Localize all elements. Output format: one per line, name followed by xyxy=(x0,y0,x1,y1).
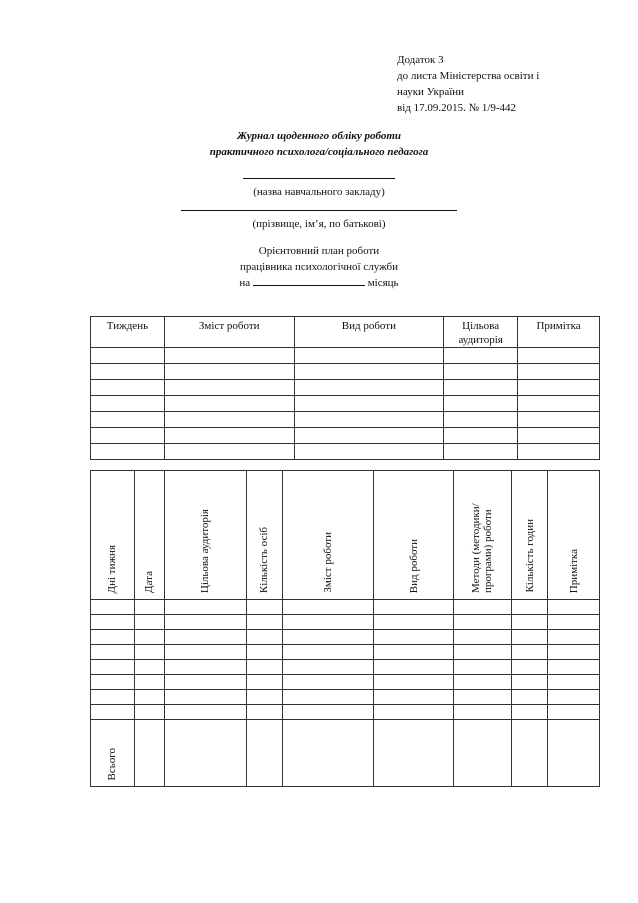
table-cell[interactable] xyxy=(164,705,246,720)
table-cell[interactable] xyxy=(512,690,548,705)
annex-line: Додаток 3 xyxy=(397,54,444,66)
table-cell[interactable] xyxy=(246,645,282,660)
table-row xyxy=(91,675,600,690)
header-work-type: Вид роботи xyxy=(294,317,444,348)
table-cell[interactable] xyxy=(134,720,164,787)
total-label-cell xyxy=(91,720,135,787)
plan-month-line xyxy=(0,275,638,291)
table-cell[interactable] xyxy=(454,630,512,645)
table-cell[interactable] xyxy=(164,412,294,428)
table-cell[interactable] xyxy=(282,645,374,660)
table-cell[interactable] xyxy=(164,428,294,444)
table-cell[interactable] xyxy=(374,675,454,690)
header-date: Дата xyxy=(134,471,164,600)
header-hours: Кількість годин xyxy=(512,471,548,600)
table-row xyxy=(91,412,600,428)
table-cell[interactable] xyxy=(512,720,548,787)
table-cell[interactable] xyxy=(91,690,135,705)
table-cell[interactable] xyxy=(282,720,374,787)
table-cell[interactable] xyxy=(164,615,246,630)
table-row xyxy=(91,645,600,660)
header-content: Зміст роботи xyxy=(282,471,374,600)
table-cell[interactable] xyxy=(512,630,548,645)
table-cell[interactable] xyxy=(91,412,165,428)
header-note: Примітка xyxy=(548,471,600,600)
table-row xyxy=(91,428,600,444)
table-cell[interactable] xyxy=(444,412,518,428)
table-cell[interactable] xyxy=(548,630,600,645)
table-row xyxy=(91,660,600,675)
table-cell[interactable] xyxy=(134,660,164,675)
table-cell[interactable] xyxy=(91,615,135,630)
table-cell[interactable] xyxy=(246,630,282,645)
table-cell[interactable] xyxy=(91,630,135,645)
plan-heading xyxy=(0,243,638,291)
table-cell[interactable] xyxy=(374,720,454,787)
header-audience: Цільова аудиторія xyxy=(444,317,518,348)
table-cell[interactable] xyxy=(512,645,548,660)
table-row xyxy=(91,705,600,720)
month-underline xyxy=(253,275,365,286)
name-underline xyxy=(181,200,457,211)
annex-block xyxy=(397,52,539,116)
table-cell[interactable] xyxy=(91,675,135,690)
institution-caption: (назва навчального закладу) xyxy=(253,186,385,198)
header-audience: Цільова аудиторія xyxy=(164,471,246,600)
table-cell[interactable] xyxy=(134,600,164,615)
table-cell[interactable] xyxy=(246,660,282,675)
month-suffix: місяць xyxy=(367,277,399,289)
table-cell[interactable] xyxy=(282,600,374,615)
annex-line: науки України xyxy=(397,86,465,98)
table-cell[interactable] xyxy=(282,615,374,630)
table-cell[interactable] xyxy=(164,630,246,645)
table-cell[interactable] xyxy=(91,428,165,444)
table-cell[interactable] xyxy=(246,615,282,630)
month-prefix: на xyxy=(239,277,251,289)
table-row xyxy=(91,444,600,460)
table-cell[interactable] xyxy=(548,615,600,630)
plan-line: Орієнтовний план роботи xyxy=(258,245,380,257)
table-cell[interactable] xyxy=(294,380,444,396)
table-cell[interactable] xyxy=(164,720,246,787)
table-cell[interactable] xyxy=(444,364,518,380)
table-header-row xyxy=(91,471,600,600)
header-content: Зміст роботи xyxy=(164,317,294,348)
table-cell[interactable] xyxy=(374,690,454,705)
table-cell[interactable] xyxy=(444,396,518,412)
table-cell[interactable] xyxy=(444,428,518,444)
table-cell[interactable] xyxy=(282,675,374,690)
table-cell[interactable] xyxy=(512,615,548,630)
table-cell[interactable] xyxy=(518,364,600,380)
table-cell[interactable] xyxy=(548,600,600,615)
table-row xyxy=(91,348,600,364)
table-cell[interactable] xyxy=(164,444,294,460)
table-cell[interactable] xyxy=(164,690,246,705)
table-cell[interactable] xyxy=(374,645,454,660)
table-cell[interactable] xyxy=(512,675,548,690)
weekly-plan-table xyxy=(90,316,600,460)
table-cell[interactable] xyxy=(134,675,164,690)
table-cell[interactable] xyxy=(548,675,600,690)
annex-line: до листа Міністерства освіти і xyxy=(397,70,540,82)
table-cell[interactable] xyxy=(164,675,246,690)
table-cell[interactable] xyxy=(164,396,294,412)
table-cell[interactable] xyxy=(91,380,165,396)
table-cell[interactable] xyxy=(164,600,246,615)
table-cell[interactable] xyxy=(454,705,512,720)
table-cell[interactable] xyxy=(374,705,454,720)
annex-line: від 17.09.2015. № 1/9-442 xyxy=(397,102,517,114)
table-cell[interactable] xyxy=(512,660,548,675)
table-cell[interactable] xyxy=(444,348,518,364)
table-cell[interactable] xyxy=(246,690,282,705)
table-cell[interactable] xyxy=(134,630,164,645)
table-cell[interactable] xyxy=(134,645,164,660)
table-cell[interactable] xyxy=(454,675,512,690)
table-cell[interactable] xyxy=(91,364,165,380)
table-cell[interactable] xyxy=(444,380,518,396)
table-row xyxy=(91,380,600,396)
table-row xyxy=(91,630,600,645)
table-cell[interactable] xyxy=(518,444,600,460)
table-cell[interactable] xyxy=(518,428,600,444)
table-cell[interactable] xyxy=(454,600,512,615)
table-row xyxy=(91,364,600,380)
total-row xyxy=(91,720,600,787)
institution-underline xyxy=(243,168,395,179)
table-cell[interactable] xyxy=(454,615,512,630)
table-cell[interactable] xyxy=(164,364,294,380)
table-cell[interactable] xyxy=(282,630,374,645)
header-methods: Методи (методики/ програми) роботи xyxy=(454,471,512,600)
table-cell[interactable] xyxy=(91,348,165,364)
table-cell[interactable] xyxy=(294,444,444,460)
total-label: Всього xyxy=(106,747,119,780)
table-cell[interactable] xyxy=(91,660,135,675)
name-caption: (прізвище, ім’я, по батькові) xyxy=(252,218,386,230)
table-row xyxy=(91,396,600,412)
table-cell[interactable] xyxy=(246,705,282,720)
table-cell[interactable] xyxy=(548,690,600,705)
table-cell[interactable] xyxy=(548,660,600,675)
table-cell[interactable] xyxy=(518,396,600,412)
table-cell[interactable] xyxy=(374,615,454,630)
table-cell[interactable] xyxy=(454,690,512,705)
table-cell[interactable] xyxy=(548,705,600,720)
table-cell[interactable] xyxy=(512,600,548,615)
table-cell[interactable] xyxy=(164,645,246,660)
header-person-count: Кількість осіб xyxy=(246,471,282,600)
table-cell[interactable] xyxy=(91,600,135,615)
table-row xyxy=(91,690,600,705)
table-cell[interactable] xyxy=(164,380,294,396)
table-cell[interactable] xyxy=(164,348,294,364)
table-cell[interactable] xyxy=(134,690,164,705)
table-cell[interactable] xyxy=(246,675,282,690)
table-cell[interactable] xyxy=(246,600,282,615)
header-note: Примітка xyxy=(518,317,600,348)
title-line: Журнал щоденного обліку роботи xyxy=(236,130,402,142)
title-line: практичного психолога/соціального педагога xyxy=(209,146,429,158)
table-cell[interactable] xyxy=(454,645,512,660)
table-cell[interactable] xyxy=(91,705,135,720)
table-cell[interactable] xyxy=(294,412,444,428)
table-cell[interactable] xyxy=(444,444,518,460)
table-cell[interactable] xyxy=(518,412,600,428)
header-work-type: Вид роботи xyxy=(374,471,454,600)
table-cell[interactable] xyxy=(294,348,444,364)
table-cell[interactable] xyxy=(91,645,135,660)
table-cell[interactable] xyxy=(91,396,165,412)
table-cell[interactable] xyxy=(134,615,164,630)
table-cell[interactable] xyxy=(246,720,282,787)
table-cell[interactable] xyxy=(164,660,246,675)
table-cell[interactable] xyxy=(374,630,454,645)
document-title xyxy=(0,128,638,160)
table-cell[interactable] xyxy=(282,690,374,705)
table-cell[interactable] xyxy=(374,660,454,675)
table-cell[interactable] xyxy=(518,348,600,364)
table-row xyxy=(91,600,600,615)
header-weekday: Дні тижня xyxy=(91,471,135,600)
table-cell[interactable] xyxy=(374,600,454,615)
table-cell[interactable] xyxy=(134,705,164,720)
table-row xyxy=(91,615,600,630)
table-cell[interactable] xyxy=(294,428,444,444)
table-cell[interactable] xyxy=(454,660,512,675)
table-cell[interactable] xyxy=(518,380,600,396)
daily-log-table xyxy=(90,470,600,787)
header-week: Тиждень xyxy=(91,317,165,348)
plan-line: працівника психологічної служби xyxy=(239,261,399,273)
table-cell[interactable] xyxy=(91,444,165,460)
table-cell[interactable] xyxy=(282,660,374,675)
table-header-row xyxy=(91,317,600,348)
table-cell[interactable] xyxy=(512,705,548,720)
table-cell[interactable] xyxy=(294,364,444,380)
table-cell[interactable] xyxy=(454,720,512,787)
table-cell[interactable] xyxy=(294,396,444,412)
table-cell[interactable] xyxy=(548,720,600,787)
name-field xyxy=(0,200,638,232)
institution-field xyxy=(0,168,638,200)
table-cell[interactable] xyxy=(282,705,374,720)
table-cell[interactable] xyxy=(548,645,600,660)
